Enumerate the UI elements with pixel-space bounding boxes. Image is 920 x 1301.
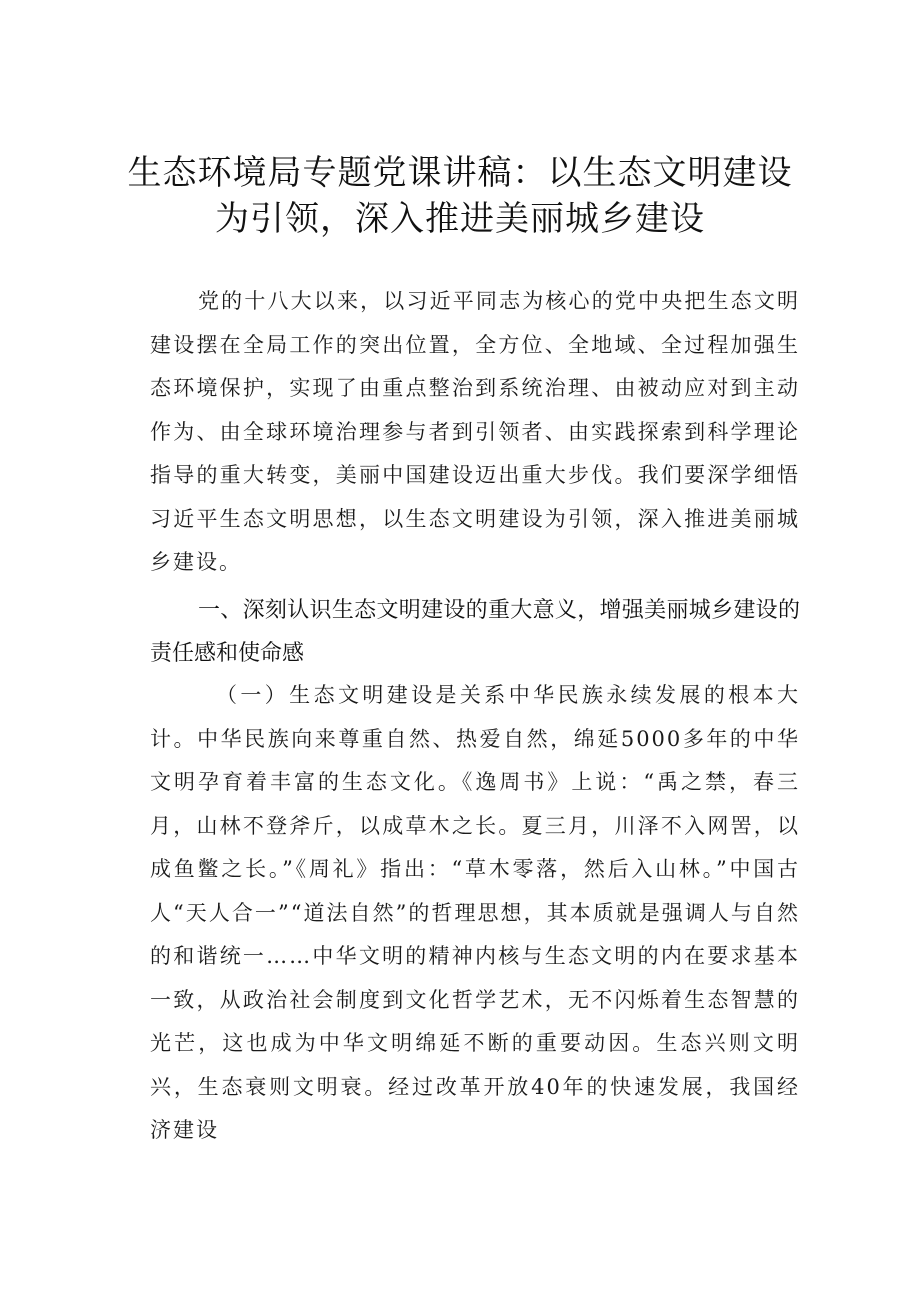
intro-paragraph: 党的十八大以来，以习近平同志为核心的党中央把生态文明建设摆在全局工作的突出位置，全方位、全地域、全过程加强生态环境保护，实现了由重点整治到系统治理、由被动应对到主动作为、由全球环境治理参与者到引领者、由实践探索到科学理论指导的重大转变，美丽中国建设迈出重大步伐。我们要深学细悟习近平生态文明思想，以生态文明建设为引领，深入推进美丽城乡建设。 [150,289,800,574]
section-1-heading: 一、深刻认识生态文明建设的重大意义，增强美丽城乡建设的责任感和使命感 [150,598,800,666]
document-title [100,150,820,242]
section-1-paragraph-1: （一）生态文明建设是关系中华民族永续发展的根本大计。中华民族向来尊重自然、热爱自然，绵延5000多年的中华文明孕育着丰富的生态文化。《逸周书》上说：“禹之禁，春三月，山林不登斧斤，以成草木之长。夏三月，川泽不入网罟，以成鱼鳖之长。”《周礼》指出：“草木零落，然后入山林。”中国古人“天人合一”“道法自然”的哲理思想，其本质就是强调人与自然的和谐统一……中华文明的精神内核与生态文明的内在要求基本一致，从政治社会制度到文化哲学艺术，无不闪烁着生态智慧的光芒，这也成为中华文明绵延不断的重要动因。生态兴则文明兴，生态衰则文明衰。经过改革开放40年的快速发展，我国经济建设 [150,683,800,1142]
title-line-2: 为引领，深入推进美丽城乡建设 [215,199,705,239]
title-line-1: 生态环境局专题党课讲稿：以生态文明建设 [127,153,793,193]
